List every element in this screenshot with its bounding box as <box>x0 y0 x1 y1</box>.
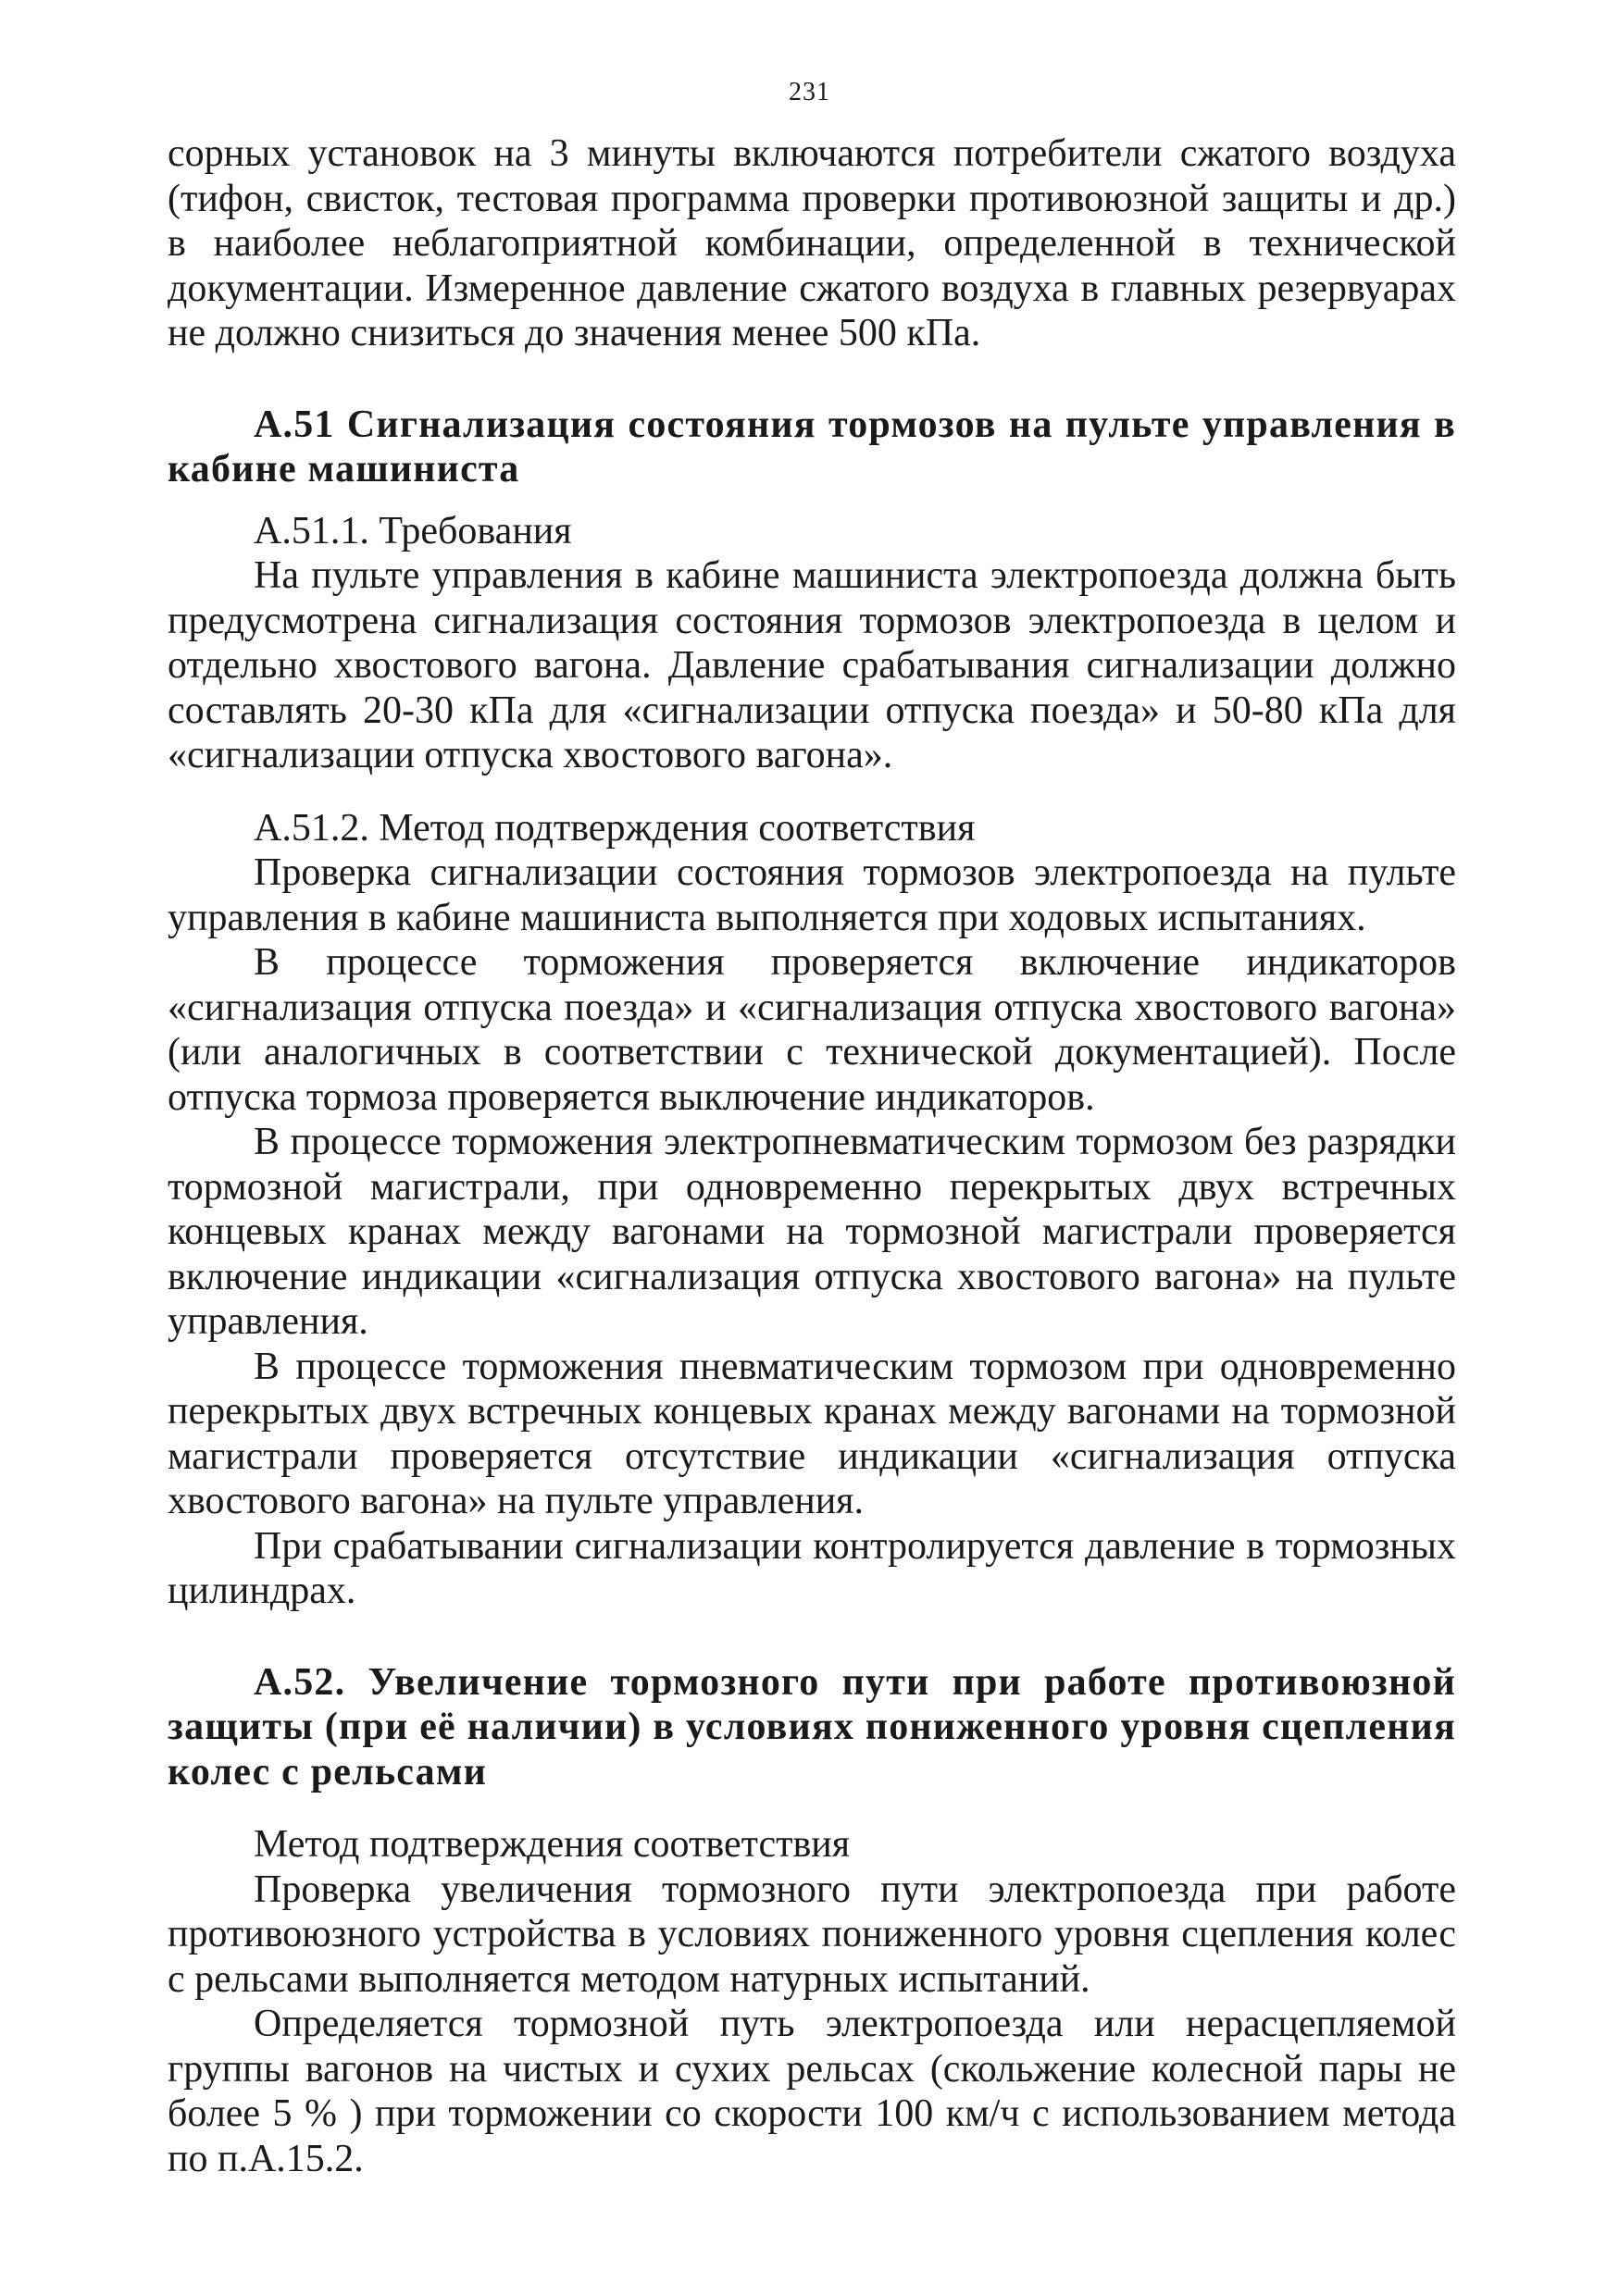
subsection-title-a512: А.51.2. Метод подтверждения соответствия <box>254 806 976 850</box>
paragraph-a52-2: Определяется тормозной путь электропоезда или нерасцепляемой группы вагонов на чистых и сухих рельсах (скольжение колесной пары не более 5 % ) при торможении со скорости 100 км/ч с использованием метода по п.А.15.2. <box>168 2003 1456 2180</box>
paragraph-a512-3: В процессе торможения электропневматическим тормозом без разрядки тормозной магистрали, при одновременно перекрытых двух встречных концевых кранах между вагонами на тормозной магистрали проверяется включение индикации «сигнализация отпуска хвостового вагона» на пульте управления. <box>168 1121 1456 1343</box>
paragraph-a512-2: В процессе торможения проверяется включение индикаторов «сигнализация отпуска поезда» и «сигнализация отпуска хвостового вагона» (или аналогичных в соответствии с технической документацией). После отпуска тормоза проверяется выключение индикаторов. <box>168 941 1456 1119</box>
section-heading-a52: А.52. Увеличение тормозного пути при работе противоюзной защиты (при её наличии) в условиях пониженного уровня сцепления колес с рельсами <box>168 1660 1456 1793</box>
paragraph-intro: сорных установок на 3 минуты включаются потребители сжатого воздуха (тифон, свисток, тестовая программа проверки противоюзной защиты и др.) в наиболее неблагоприятной комбинации, определенной в технической документации. Измеренное давление сжатого воздуха в главных резервуарах не должно снизиться до значения менее 500 кПа. <box>168 132 1456 354</box>
subsection-title-a52-method: Метод подтверждения соответствия <box>254 1823 851 1866</box>
subsection-title-a511: А.51.1. Требования <box>254 509 572 552</box>
paragraph-a511: На пульте управления в кабине машиниста электропоезда должна быть предусмотрена сигнализация состояния тормозов электропоезда в целом и отдельно хвостового вагона. Давление срабатывания сигнализации должно составлять 20-30 кПа для «сигнализации отпуска поезда» и 50-80 кПа для «сигнализации отпуска хвостового вагона». <box>168 554 1456 776</box>
paragraph-a512-4: В процессе торможения пневматическим тормозом при одновременно перекрытых двух встречных концевых кранах между вагонами на тормозной магистрали проверяется отсутствие индикации «сигнализация отпуска хвостового вагона» на пульте управления. <box>168 1345 1456 1522</box>
page-number: 231 <box>789 78 830 106</box>
section-heading-a51: А.51 Сигнализация состояния тормозов на пульте управления в кабине машиниста <box>168 403 1456 490</box>
document-body <box>168 131 1456 2181</box>
paragraph-a512-5: При срабатывании сигнализации контролируется давление в тормозных цилиндрах. <box>168 1524 1456 1612</box>
paragraph-a512-1: Проверка сигнализации состояния тормозов электропоезда на пульте управления в кабине машиниста выполняется при ходовых испытаниях. <box>168 851 1456 939</box>
paragraph-a52-1: Проверка увеличения тормозного пути электропоезда при работе противоюзного устройства в условиях пониженного уровня сцепления колес с рельсами выполняется методом натурных испытаний. <box>168 1868 1456 2001</box>
